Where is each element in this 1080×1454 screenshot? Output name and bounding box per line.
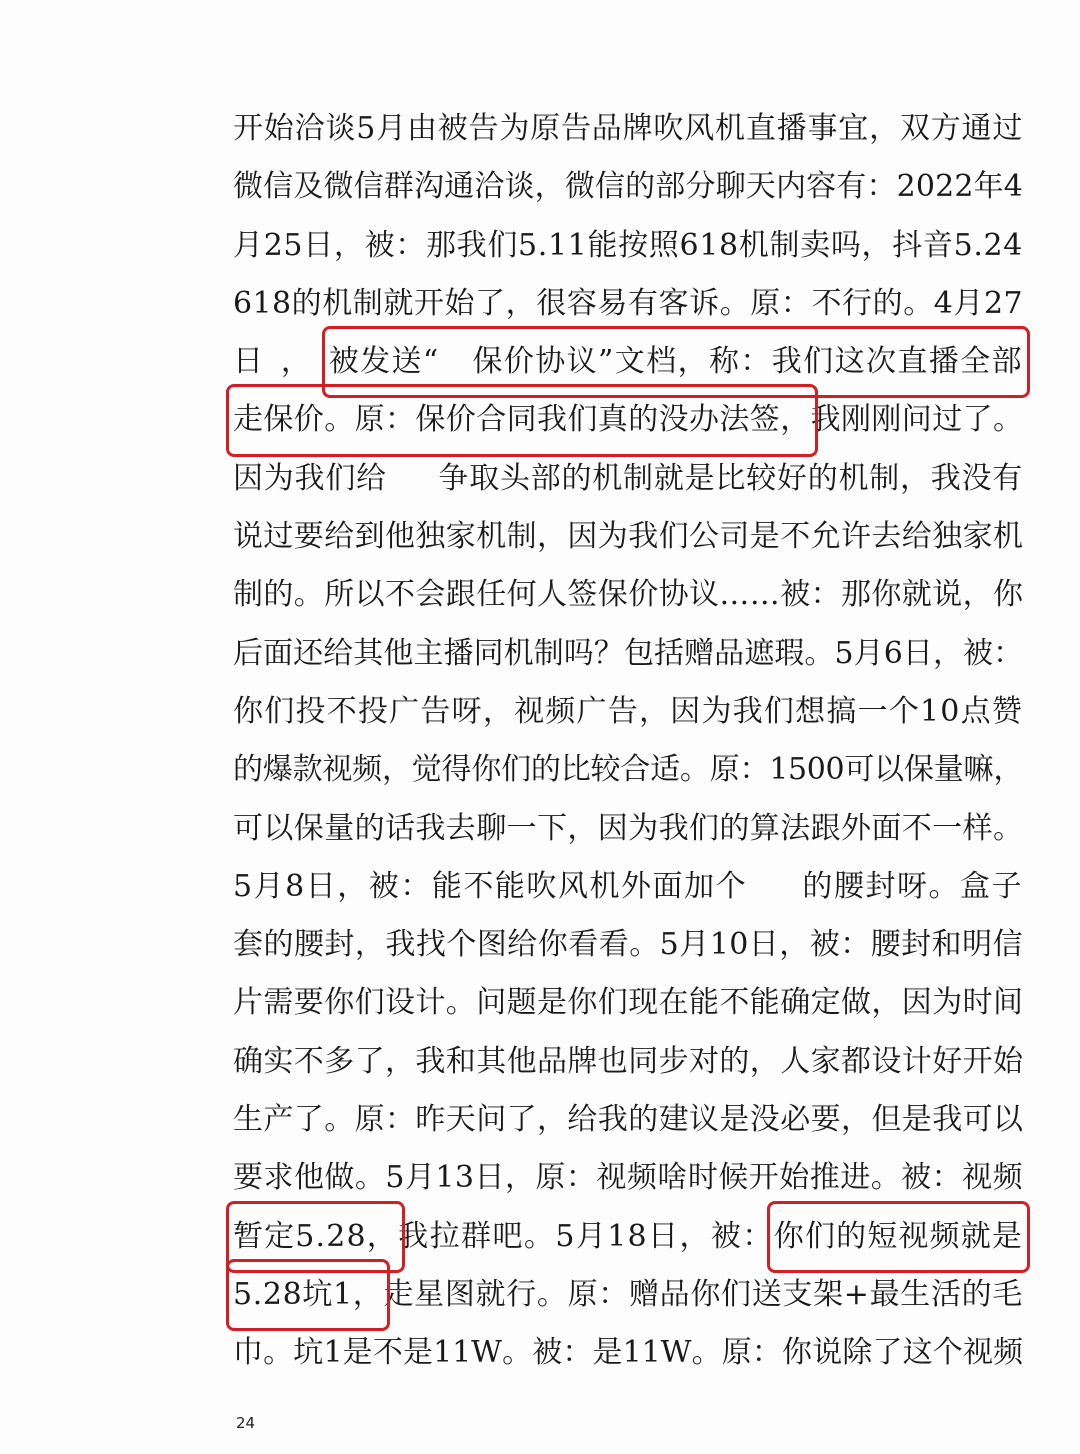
highlighted-text: 被发送“ 保价协议”文档，称：我们这次直播全部 <box>329 333 1023 391</box>
text-segment: 日， <box>233 344 329 380</box>
highlighted-text: 5.28坑1， <box>233 1266 383 1324</box>
highlighted-text: 你们的短视频就是 <box>774 1208 1023 1266</box>
text-segment: 后面还给其他主播同机制吗？包括赠品遮瑕。5月6日，被： <box>233 635 1023 671</box>
text-segment: 制的。所以不会跟任何人签保价协议……被：那你就说，你 <box>233 577 1024 613</box>
text-segment: 确实不多了，我和其他品牌也同步对的，人家都设计好开始 <box>233 1043 1024 1079</box>
body-text <box>233 100 1023 1383</box>
text-line <box>233 916 1023 974</box>
text-line <box>233 800 1023 858</box>
text-line <box>233 508 1023 566</box>
text-line <box>233 1091 1023 1149</box>
text-segment: 5月8日，被：能不能吹风机外面加个 的腰封呀。盒子 <box>233 868 1023 904</box>
text-line <box>233 1324 1023 1382</box>
page-number: 24 <box>236 1414 256 1432</box>
text-line <box>233 333 1023 391</box>
text-line <box>233 858 1023 916</box>
text-line <box>233 1266 1023 1324</box>
text-line <box>233 217 1023 275</box>
text-line <box>233 1033 1023 1091</box>
text-segment: 走星图就行。原：赠品你们送支架+最生活的毛 <box>383 1276 1023 1312</box>
text-line <box>233 974 1023 1032</box>
text-segment: 巾。坑1是不是11W。被：是11W。原：你说除了这个视频 <box>233 1335 1023 1371</box>
text-segment: 生产了。原：昨天问了，给我的建议是没必要，但是我可以 <box>233 1102 1024 1138</box>
text-line <box>233 391 1023 449</box>
text-segment: 微信及微信群沟通洽谈，微信的部分聊天内容有：2022年4 <box>233 169 1023 205</box>
text-line <box>233 566 1023 624</box>
text-segment: 的爆款视频，觉得你们的比较合适。原：1500可以保量嘛， <box>233 752 1023 788</box>
text-line <box>233 625 1023 683</box>
text-segment: 月25日，被：那我们5.11能按照618机制卖吗，抖音5.24 <box>233 227 1023 263</box>
text-segment: 因为我们给 争取头部的机制就是比较好的机制，我没有 <box>233 460 1023 496</box>
text-line <box>233 1149 1023 1207</box>
text-segment: 我刚刚问过了。 <box>810 402 1024 438</box>
text-segment: 可以保量的话我去聊一下，因为我们的算法跟外面不一样。 <box>233 810 1024 846</box>
text-segment: 片需要你们设计。问题是你们现在能不能确定做，因为时间 <box>233 985 1024 1021</box>
text-segment: 618的机制就开始了，很容易有客诉。原：不行的。4月27 <box>233 285 1023 321</box>
text-line <box>233 683 1023 741</box>
text-segment: 套的腰封，我找个图给你看看。5月10日，被：腰封和明信 <box>233 927 1023 963</box>
text-line <box>233 450 1023 508</box>
text-segment: 要求他做。5月13日，原：视频啥时候开始推进。被：视频 <box>233 1160 1023 1196</box>
text-segment: 开始洽谈5月由被告为原告品牌吹风机直播事宜，双方通过 <box>233 111 1023 146</box>
text-line <box>233 100 1023 158</box>
text-line <box>233 158 1023 216</box>
text-line <box>233 275 1023 333</box>
highlighted-text: 走保价。原：保价合同我们真的没办法签， <box>233 391 811 449</box>
highlighted-text: 暂定5.28， <box>233 1208 398 1266</box>
text-segment: 说过要给到他独家机制，因为我们公司是不允许去给独家机 <box>233 519 1024 555</box>
text-segment: 你们投不投广告呀，视频广告，因为我们想搞一个10点赞 <box>233 693 1023 729</box>
text-line <box>233 741 1023 799</box>
text-segment: 我拉群吧。5月18日，被： <box>397 1218 774 1254</box>
text-line <box>233 1208 1023 1266</box>
